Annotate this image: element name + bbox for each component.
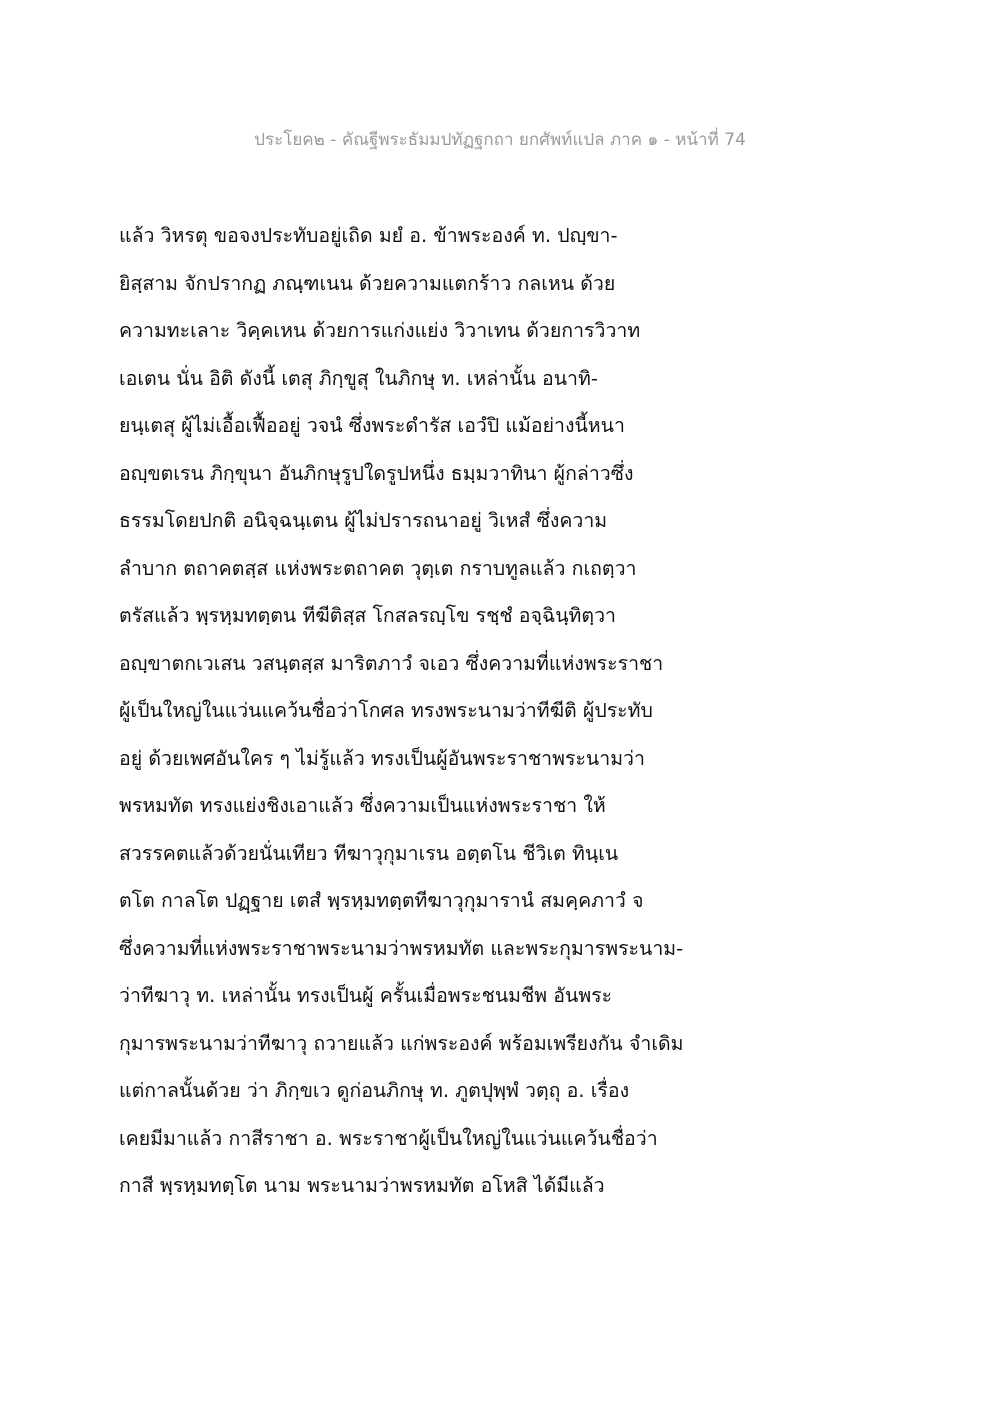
text-line: ตโต กาลโต ปฏฺฐาย เตสํ พฺรหฺมทตฺตทีฆาวุกุมารานํ สมคฺคภาวํ จ <box>119 889 644 912</box>
text-line: ตรัสแล้ว พฺรหฺมทตฺตน ทีฆีติสฺส โกสลรญฺโข รชฺชํ อจฺฉินฺทิตฺวา <box>119 604 616 627</box>
text-line: กุมารพระนามว่าทีฆาวุ ถวายแล้ว แก่พระองค์ พร้อมเพรียงกัน จำเดิม <box>119 1031 684 1055</box>
text-line: อยู่ ด้วยเพศอันใคร ๆ ไม่รู้แล้ว ทรงเป็นผู้อันพระราชาพระนามว่า <box>119 746 645 770</box>
text-line: ความทะเลาะ วิคฺคเหน ด้วยการแก่งแย่ง วิวาเทน ด้วยการวิวาท <box>119 319 641 342</box>
text-line: เคยมีมาแล้ว กาสีราชา อ. พระราชาผู้เป็นใหญ่ในแว่นแคว้นชื่อว่า <box>119 1126 658 1150</box>
text-line: อญฺขตเรน ภิกฺขุนา อันภิกษุรูปใดรูปหนึ่ง ธมฺมวาทินา ผู้กล่าวซึ่ง <box>119 461 634 485</box>
text-line: ธรรมโดยปกติ อนิจฺฉนฺเตน ผู้ไม่ปรารถนาอยู่ วิเหสํ ซึ่งความ <box>119 509 608 532</box>
text-line: ว่าทีฆาวุ ท. เหล่านั้น ทรงเป็นผู้ ครั้นเมื่อพระชนมชีพ อันพระ <box>119 984 613 1007</box>
text-line: แล้ว วิหรตุ ขอจงประทับอยู่เถิด มยํ อ. ข้าพระองค์ ท. ปญฺขา- <box>119 224 618 247</box>
text-line: เอเตน นั่น อิติ ดังนี้ เตสุ ภิกฺขูสุ ในภิกษุ ท. เหล่านั้น อนาทิ- <box>119 366 598 390</box>
text-line: สวรรคตแล้วด้วยนั่นเทียว ทีฆาวุกุมาเรน อตฺตโน ชีวิเต ทินฺเน <box>119 841 619 865</box>
text-line: แต่กาลนั้นด้วย ว่า ภิกฺขเว ดูก่อนภิกษุ ท. ภูตปุพฺพํ วตฺถุ อ. เรื่อง <box>119 1079 630 1102</box>
text-line: พรหมทัต ทรงแย่งชิงเอาแล้ว ซึ่งความเป็นแห่งพระราชา ให้ <box>119 794 606 817</box>
text-line: ยิสฺสาม จักปรากฏ ภณฺฑเนน ด้วยความแตกร้าว กลเหน ด้วย <box>119 271 616 295</box>
text-line: ผู้เป็นใหญ่ในแว่นแคว้นชื่อว่าโกศล ทรงพระนามว่าทีฆีติ ผู้ประทับ <box>119 699 653 722</box>
page-header: ประโยค๒ - คัณฐีพระธัมมปทัฏฐกถา ยกศัพท์แปล ภาค ๑ - หน้าที่ 74 <box>254 130 746 150</box>
text-line: ซึ่งความที่แห่งพระราชาพระนามว่าพรหมทัต และพระกุมารพระนาม- <box>119 936 684 960</box>
body-text <box>119 212 959 1210</box>
text-line: ลำบาก ตถาคตสฺส แห่งพระตถาคต วุตฺเต กราบทูลแล้ว กเถตฺวา <box>119 556 637 580</box>
text-line: กาสี พฺรหฺมทตฺโต นาม พระนามว่าพรหมทัต อโหสิ ได้มีแล้ว <box>119 1174 605 1197</box>
text-line: ยนฺเตสุ ผู้ไม่เอื้อเฟื้ออยู่ วจนํ ซึ่งพระดำรัส เอวํปิ แม้อย่างนี้หนา <box>119 414 625 437</box>
text-line: อญฺขาตกเวเสน วสนฺตสฺส มาริตภาวํ จเอว ซึ่งความที่แห่งพระราชา <box>119 651 664 675</box>
